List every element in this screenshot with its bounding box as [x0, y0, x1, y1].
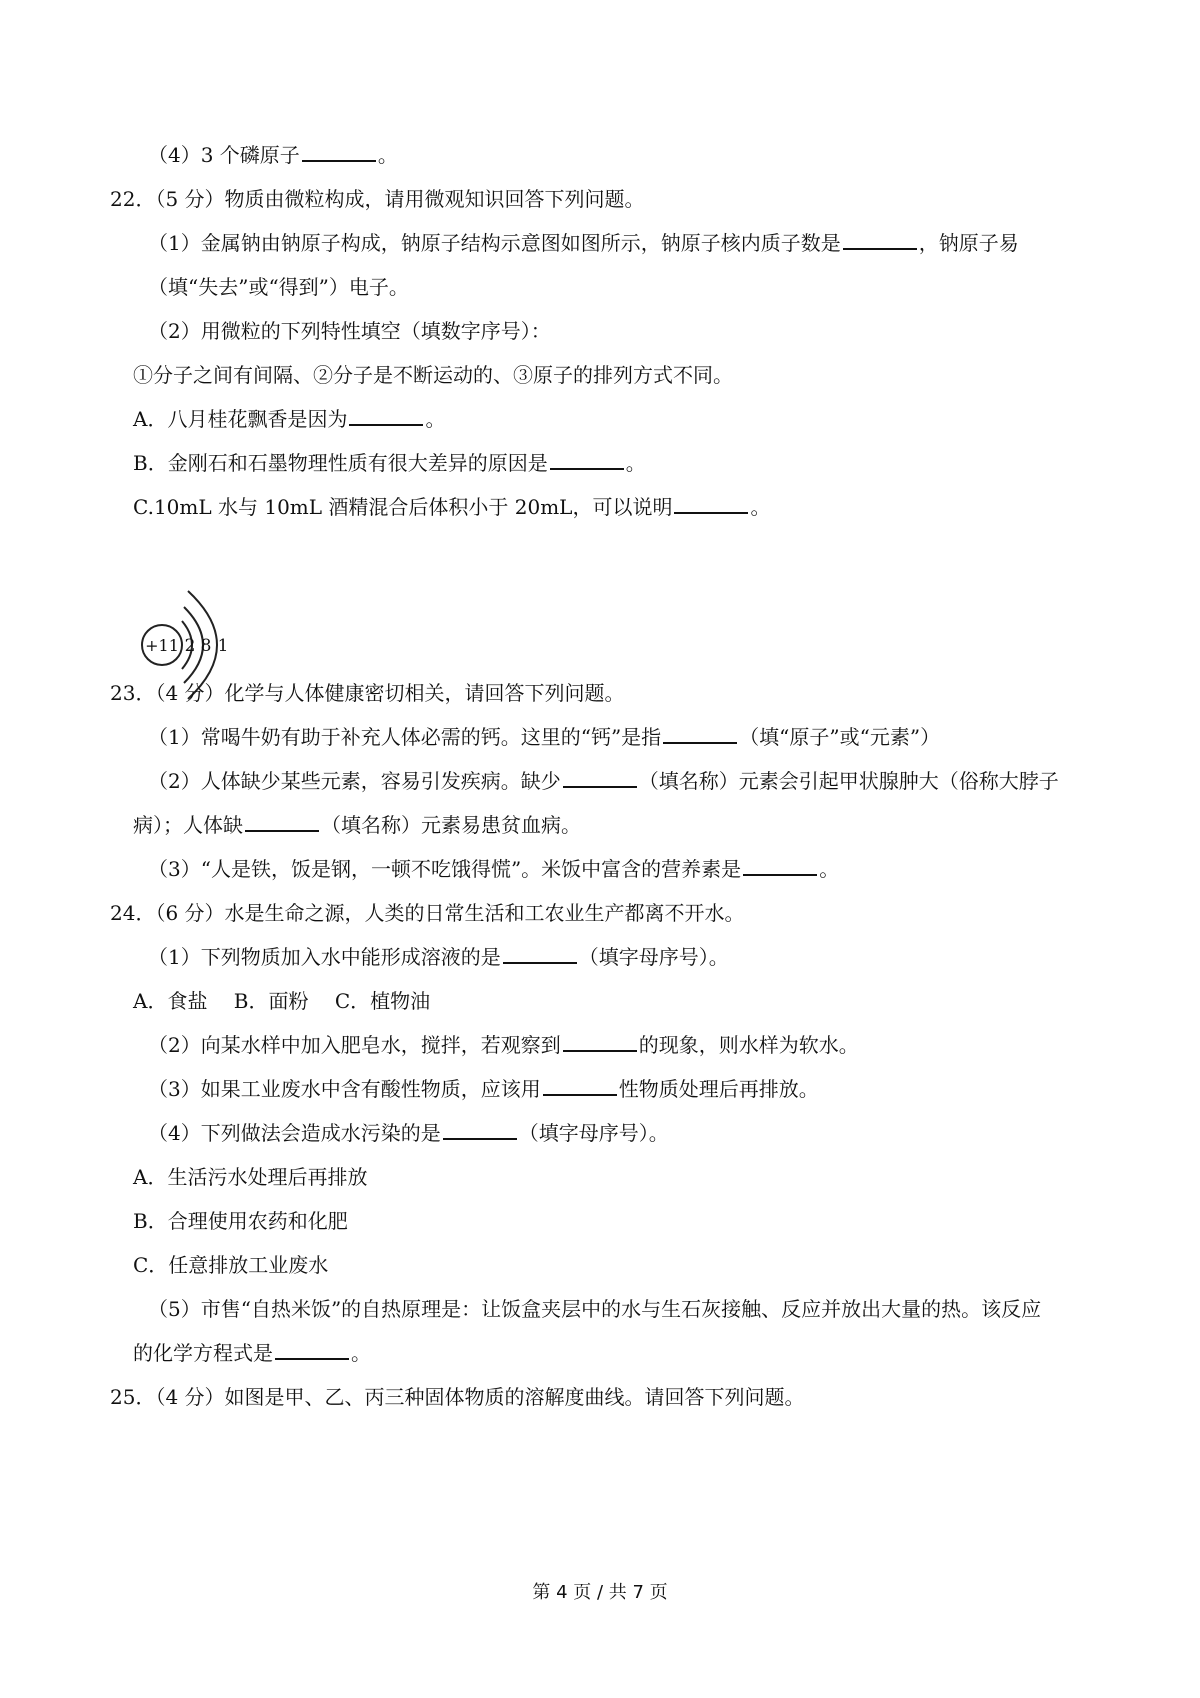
answer-blank: [663, 724, 737, 744]
q25-title: 25．（4 分）如图是甲、乙、丙三种固体物质的溶解度曲线。请回答下列问题。: [110, 1385, 805, 1409]
answer-blank: [674, 494, 748, 514]
q22-sub1-cont: （填“失去”或“得到”）电子。: [148, 275, 409, 299]
answer-blank: [349, 406, 423, 426]
q23-sub2: [148, 768, 1059, 794]
q23-sub3-text: （3）“人是铁，饭是钢，一顿不吃饿得慌”。米饭中富含的营养素是: [148, 857, 742, 881]
q24-sub1-text: （1）下列物质加入水中能形成溶液的是: [148, 945, 501, 969]
q22-B-text: B．金刚石和石墨物理性质有很大差异的原因是: [133, 451, 548, 475]
q24-sub2-text: （2）向某水样中加入肥皂水，搅拌，若观察到: [148, 1033, 561, 1057]
q23-sub2-text-c: 病）；人体缺: [133, 813, 243, 837]
shell-electrons-1: 2: [184, 636, 196, 656]
q23-sub3: [148, 856, 839, 882]
q24-sub4-option-C: C．任意排放工业废水: [133, 1253, 329, 1277]
q24-sub1-text-b: （填字母序号）。: [578, 945, 729, 969]
q22-B: [133, 450, 646, 476]
answer-blank: [843, 230, 917, 250]
q24-sub4-option-B: B．合理使用农药和化肥: [133, 1209, 348, 1233]
q23-sub1-text: （1）常喝牛奶有助于补充人体必需的钙。这里的“钙”是指: [148, 725, 662, 749]
q23-sub2-text: （2）人体缺少某些元素，容易引发疾病。缺少: [148, 769, 561, 793]
q24-sub1: [148, 944, 729, 970]
q23-sub2-cont: [133, 812, 581, 838]
q24-sub5-cont: [133, 1340, 371, 1366]
q22-C-text: C.10mL 水与 10mL 酒精混合后体积小于 20mL，可以说明: [133, 495, 673, 519]
answer-blank: [275, 1340, 349, 1360]
answer-blank: [503, 944, 577, 964]
q21-sub4: [148, 142, 398, 168]
nucleus-charge: +11: [145, 636, 179, 655]
shell-electrons-2: 8: [200, 636, 212, 656]
q22-A-suffix: 。: [425, 407, 446, 431]
q24-sub2: [148, 1032, 859, 1058]
q24-sub3: [148, 1076, 819, 1102]
q22-sub1-text-b: ，钠原子易: [918, 231, 1019, 255]
q22-sub1: [148, 230, 1019, 256]
answer-blank: [245, 812, 319, 832]
q22-sub1-text: （1）金属钠由钠原子构成，钠原子结构示意图如图所示，钠原子核内质子数是: [148, 231, 841, 255]
q21-sub4-suffix: 。: [377, 143, 398, 167]
q24-sub1-options: A．食盐 B．面粉 C．植物油: [133, 989, 431, 1013]
answer-blank: [443, 1120, 517, 1140]
q24-sub3-text-b: 性物质处理后再排放。: [618, 1077, 819, 1101]
q22-C: [133, 494, 770, 520]
q22-title: 22．（5 分）物质由微粒构成，请用微观知识回答下列问题。: [110, 187, 645, 211]
q22-A-text: A．八月桂花飘香是因为: [133, 407, 348, 431]
q23-sub2-text-b: （填名称）元素会引起甲状腺肿大（俗称大脖子: [638, 769, 1059, 793]
q24-sub4: [148, 1120, 669, 1146]
q23-sub2-text-d: （填名称）元素易患贫血病。: [321, 813, 581, 837]
q24-sub4-text: （4）下列做法会造成水污染的是: [148, 1121, 441, 1145]
q24-sub3-text: （3）如果工业废水中含有酸性物质，应该用: [148, 1077, 541, 1101]
answer-blank: [302, 142, 376, 162]
answer-blank: [543, 1076, 617, 1096]
q22-C-suffix: 。: [750, 495, 771, 519]
shell-electrons-3: 1: [217, 636, 229, 656]
q21-sub4-text: （4）3 个磷原子: [148, 143, 300, 167]
page-footer: 第 4 页 / 共 7 页: [532, 1582, 668, 1603]
q23-sub1: [148, 724, 940, 750]
q23-title: 23．（4 分）化学与人体健康密切相关，请回答下列问题。: [110, 681, 625, 705]
answer-blank: [743, 856, 817, 876]
answer-blank: [550, 450, 624, 470]
answer-blank: [563, 1032, 637, 1052]
q22-A: [133, 406, 445, 432]
q22-options: ①分子之间有间隔、②分子是不断运动的、③原子的排列方式不同。: [133, 363, 733, 387]
answer-blank: [563, 768, 637, 788]
q24-sub5-suffix: 。: [351, 1341, 371, 1365]
q24-sub5-text-b: 的化学方程式是: [133, 1341, 273, 1365]
q22-B-suffix: 。: [625, 451, 646, 475]
q23-sub1-text-b: （填“原子”或“元素”）: [739, 725, 941, 749]
q24-title: 24．（6 分）水是生命之源，人类的日常生活和工农业生产都离不开水。: [110, 901, 745, 925]
q24-sub2-text-b: 的现象，则水样为软水。: [638, 1033, 859, 1057]
q24-sub4-option-A: A．生活污水处理后再排放: [133, 1165, 368, 1189]
q24-sub4-text-b: （填字母序号）。: [518, 1121, 669, 1145]
q23-sub3-suffix: 。: [819, 857, 840, 881]
q24-sub5: （5）市售“自热米饭”的自热原理是：让饭盒夹层中的水与生石灰接触、反应并放出大量的热。该反应: [148, 1297, 1042, 1321]
q22-sub2: （2）用微粒的下列特性填空（填数字序号）：: [148, 319, 551, 343]
